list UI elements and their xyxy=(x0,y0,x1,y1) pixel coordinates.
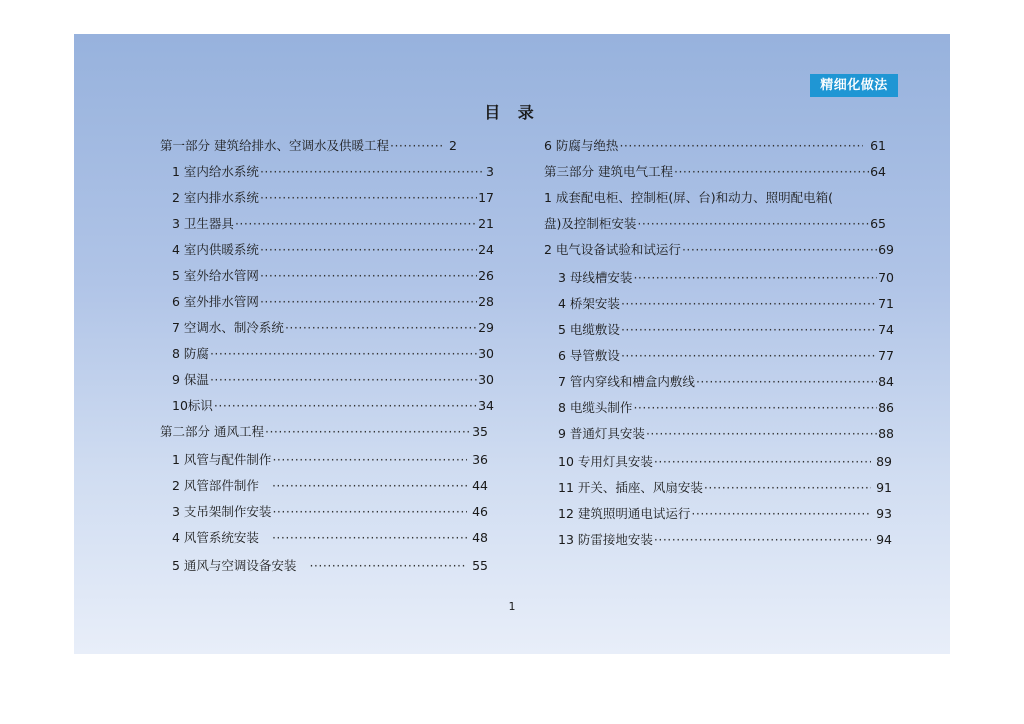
toc-entry[interactable] xyxy=(544,241,894,259)
toc-entry-label: 1 室内给水系统 xyxy=(172,164,259,179)
toc-entry-page: 65 xyxy=(870,216,886,231)
toc-entry-page: 61 xyxy=(870,138,886,153)
toc-entry-page: 71 xyxy=(878,296,894,311)
toc-entry[interactable] xyxy=(172,345,494,363)
toc-entry-label: 12 建筑照明通电试运行 xyxy=(558,506,691,521)
toc-leader-dots xyxy=(272,477,467,495)
toc-entry-label: 4 室内供暖系统 xyxy=(172,242,259,257)
toc-entry-label: 13 防雷接地安装 xyxy=(558,532,653,547)
toc-entry-label: 11 开关、插座、风扇安装 xyxy=(558,480,703,495)
toc-leader-dots xyxy=(704,479,871,497)
toc-entry-page: 26 xyxy=(478,268,494,283)
toc-leader-dots xyxy=(674,163,869,181)
toc-entry-page: 88 xyxy=(878,426,894,441)
toc-entry-label: 7 管内穿线和槽盒内敷线 xyxy=(558,374,695,389)
toc-leader-dots xyxy=(390,137,442,155)
toc-entry-label: 3 卫生器具 xyxy=(172,216,234,231)
toc-leader-dots xyxy=(637,215,869,233)
toc-entry[interactable] xyxy=(172,477,488,495)
toc-entry[interactable] xyxy=(558,321,894,339)
toc-entry-page: 35 xyxy=(472,424,488,439)
toc-leader-dots xyxy=(260,163,485,181)
toc-entry[interactable] xyxy=(558,425,894,443)
toc-entry-page: 3 xyxy=(486,164,494,179)
toc-entry[interactable] xyxy=(544,215,886,233)
toc-entry-page: 48 xyxy=(472,530,488,545)
toc-entry-label: 1 风管与配件制作 xyxy=(172,452,272,467)
toc-leader-dots xyxy=(619,137,863,155)
toc-entry-page: 74 xyxy=(878,322,894,337)
toc-entry-label: 2 电气设备试验和试运行 xyxy=(544,242,681,257)
toc-leader-dots xyxy=(691,505,871,523)
toc-leader-dots xyxy=(260,189,477,207)
toc-entry[interactable] xyxy=(172,503,488,521)
toc-entry-label: 4 桥架安装 xyxy=(558,296,620,311)
toc-entry[interactable] xyxy=(172,241,494,259)
toc-entry[interactable] xyxy=(544,189,896,207)
toc-entry[interactable] xyxy=(172,451,488,469)
toc-entry-label: 4 风管系统安装 xyxy=(172,530,259,545)
toc-entry-page: 30 xyxy=(478,372,494,387)
toc-entry[interactable] xyxy=(544,137,886,155)
toc-entry-label: 1 成套配电柜、控制柜(屏、台)和动力、照明配电箱( xyxy=(544,190,834,205)
toc-entry-label: 3 母线槽安装 xyxy=(558,270,633,285)
toc-entry-page: 30 xyxy=(478,346,494,361)
toc-entry[interactable] xyxy=(558,505,892,523)
toc-leader-dots xyxy=(272,451,467,469)
toc-leader-dots xyxy=(682,241,877,259)
toc-entry-label: 2 室内排水系统 xyxy=(172,190,259,205)
toc-entry[interactable] xyxy=(172,529,488,547)
page-number: 1 xyxy=(508,600,516,613)
toc-entry[interactable] xyxy=(160,137,490,155)
toc-entry-label: 5 通风与空调设备安装 xyxy=(172,558,297,573)
toc-entry[interactable] xyxy=(172,189,494,207)
toc-entry-label: 6 室外排水管网 xyxy=(172,294,259,309)
toc-entry-page: 69 xyxy=(878,242,894,257)
toc-entry[interactable] xyxy=(558,531,892,549)
toc-entry-label: 9 普通灯具安装 xyxy=(558,426,645,441)
toc-entry-page: 21 xyxy=(478,216,494,231)
toc-entry-label: 8 防腐 xyxy=(172,346,209,361)
toc-entry-label: 8 电缆头制作 xyxy=(558,400,633,415)
toc-entry-page: 70 xyxy=(878,270,894,285)
toc-leader-dots xyxy=(210,345,477,363)
toc-leader-dots xyxy=(309,557,467,575)
toc-entry-page: 77 xyxy=(878,348,894,363)
toc-entry-page: 46 xyxy=(472,504,488,519)
toc-entry-page: 29 xyxy=(478,320,494,335)
toc-leader-dots xyxy=(633,399,877,417)
toc-entry[interactable] xyxy=(558,479,892,497)
toc-entry[interactable] xyxy=(558,399,894,417)
toc-leader-dots xyxy=(621,295,877,313)
toc-entry-label: 第二部分 通风工程 xyxy=(160,424,264,439)
toc-leader-dots xyxy=(210,371,477,389)
toc-entry[interactable] xyxy=(558,373,894,391)
toc-entry-page: 64 xyxy=(870,164,886,179)
toc-leader-dots xyxy=(633,269,877,287)
toc-entry-page: 93 xyxy=(876,506,892,521)
toc-leader-dots xyxy=(260,267,477,285)
toc-entry[interactable] xyxy=(172,397,494,415)
toc-entry-page: 84 xyxy=(878,374,894,389)
toc-entry-page: 34 xyxy=(478,398,494,413)
toc-entry[interactable] xyxy=(558,269,894,287)
toc-entry-page: 89 xyxy=(876,454,892,469)
toc-entry[interactable] xyxy=(160,423,488,441)
toc-leader-dots xyxy=(235,215,477,233)
toc-leader-dots xyxy=(654,531,871,549)
toc-leader-dots xyxy=(272,503,467,521)
toc-leader-dots xyxy=(654,453,871,471)
toc-entry[interactable] xyxy=(172,371,494,389)
toc-entry-page: 86 xyxy=(878,400,894,415)
toc-entry[interactable] xyxy=(172,293,494,311)
toc-leader-dots xyxy=(260,293,477,311)
toc-leader-dots xyxy=(285,319,477,337)
toc-entry[interactable] xyxy=(172,215,494,233)
toc-entry-label: 6 导管敷设 xyxy=(558,348,620,363)
toc-leader-dots xyxy=(260,241,477,259)
toc-entry[interactable] xyxy=(172,319,494,337)
toc-entry-label: 7 空调水、制冷系统 xyxy=(172,320,284,335)
toc-entry[interactable] xyxy=(172,163,494,181)
toc-entry-page: 44 xyxy=(472,478,488,493)
toc-leader-dots xyxy=(265,423,471,441)
toc-entry-label: 9 保温 xyxy=(172,372,209,387)
toc-entry-page: 94 xyxy=(876,532,892,547)
toc-entry[interactable] xyxy=(172,557,488,575)
toc-leader-dots xyxy=(646,425,877,443)
toc-entry-page: 24 xyxy=(478,242,494,257)
toc-leader-dots xyxy=(696,373,877,391)
toc-entry[interactable] xyxy=(172,267,494,285)
toc-entry-page: 91 xyxy=(876,480,892,495)
toc-entry-label: 3 支吊架制作安装 xyxy=(172,504,272,519)
toc-entry[interactable] xyxy=(558,295,894,313)
category-badge: 精细化做法 xyxy=(810,74,898,97)
toc-entry-label: 6 防腐与绝热 xyxy=(544,138,619,153)
toc-entry-label: 盘)及控制柜安装 xyxy=(544,216,637,231)
toc-leader-dots xyxy=(272,529,467,547)
toc-leader-dots xyxy=(621,321,877,339)
toc-entry-label: 10 专用灯具安装 xyxy=(558,454,653,469)
toc-entry-label: 2 风管部件制作 xyxy=(172,478,259,493)
toc-entry-label: 5 电缆敷设 xyxy=(558,322,620,337)
toc-entry-label: 10标识 xyxy=(172,398,213,413)
toc-entry-page: 36 xyxy=(472,452,488,467)
toc-entry[interactable] xyxy=(558,453,892,471)
toc-entry[interactable] xyxy=(544,163,886,181)
toc-entry-label: 5 室外给水管网 xyxy=(172,268,259,283)
toc-entry-page: 17 xyxy=(478,190,494,205)
page-title: 目 录 xyxy=(484,103,540,122)
toc-entry-page: 55 xyxy=(472,558,488,573)
toc-entry-page: 28 xyxy=(478,294,494,309)
toc-entry-label: 第三部分 建筑电气工程 xyxy=(544,164,673,179)
toc-entry[interactable] xyxy=(558,347,894,365)
toc-leader-dots xyxy=(214,397,477,415)
toc-leader-dots xyxy=(621,347,877,365)
toc-entry-page: 2 xyxy=(448,138,457,153)
toc-entry-label: 第一部分 建筑给排水、空调水及供暖工程 xyxy=(160,138,389,153)
